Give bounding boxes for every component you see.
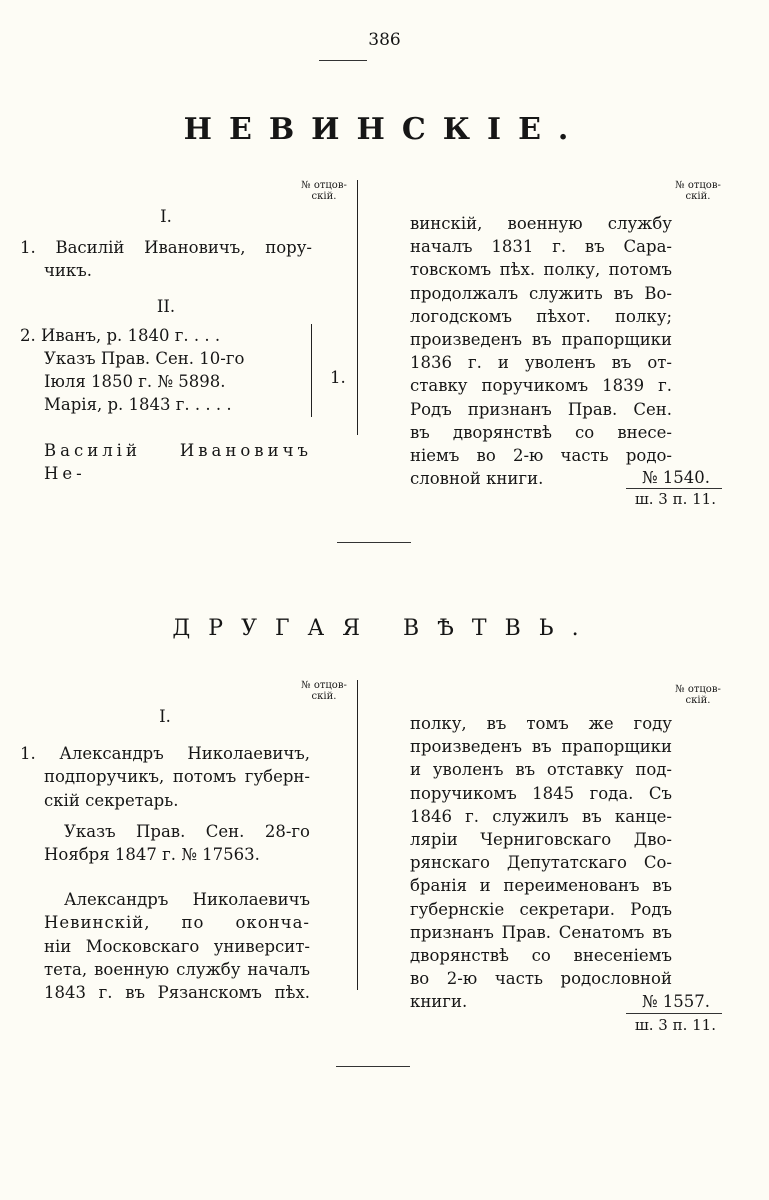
child-entry: 2. Иванъ, р. 1840 г. . . . [20, 325, 221, 345]
section-separator [336, 1066, 410, 1067]
bio-text: и уволенъ въ отставку под- [410, 760, 672, 780]
section2-right-column [410, 712, 672, 1014]
header-rule [319, 60, 367, 61]
bio-text: дворянствѣ со внесеніемъ [410, 946, 672, 966]
generation-heading: I. [160, 207, 172, 226]
bio-text: Невинскій, по оконча- [44, 913, 310, 933]
section2-left-column [20, 705, 310, 1004]
bio-text: бранія и переименованъ въ [410, 876, 672, 896]
bio-text: 1843 г. въ Рязанскомъ пѣх. [44, 983, 310, 1003]
decree-text: Іюля 1850 г. № 5898. [44, 372, 226, 392]
otc-label-left-2: № отцов- скій. [301, 680, 347, 702]
bio-text: книги. [410, 992, 468, 1012]
page-number: 386 [368, 30, 401, 50]
bio-text: произведенъ въ прапорщики [410, 737, 672, 757]
person-entry-cont: чикъ. [44, 261, 92, 281]
bio-text: полку, въ томъ же году [410, 714, 672, 733]
bio-text: во 2-ю часть родословной [410, 969, 672, 989]
branch-title: ДРУГАЯ ВѢТВЬ. [172, 616, 597, 641]
bio-text: произведенъ въ прапорщики [410, 330, 672, 350]
page-title: НЕВИНСКІЕ. [183, 112, 586, 147]
section-separator [337, 542, 411, 543]
person-entry: 1. Василій Ивановичъ, пору- [20, 238, 312, 258]
person-entry-cont: подпоручикъ, потомъ губерн- [44, 767, 310, 787]
bio-text: 1846 г. служилъ въ канце- [410, 806, 672, 826]
generation-heading: II. [156, 296, 176, 316]
otc-label-left-1: № отцов- скій. [301, 180, 347, 202]
child-entry: Марія, р. 1843 г. . . . . [44, 395, 232, 415]
father-number: 1. [330, 368, 346, 387]
bio-text: словной книги. [410, 469, 544, 489]
otc-label-right-1: № отцов- скій. [675, 180, 721, 202]
decree-text: Указъ Прав. Сен. 10-го [44, 349, 245, 369]
bio-text: губернскіе секретари. Родъ [410, 899, 672, 919]
bio-text: ніемъ во 2-ю часть родо- [410, 446, 672, 466]
bio-text: въ дворянствѣ со внесе- [410, 422, 672, 442]
bio-text: 1836 г. и уволенъ въ от- [410, 353, 672, 373]
bio-text: Родъ признанъ Прав. Сен. [410, 399, 672, 419]
record-location: ш. 3 п. 11. [634, 1016, 716, 1034]
bio-text: ляріи Черниговскаго Дво- [410, 830, 672, 850]
bio-text: началъ 1831 г. въ Сара- [410, 237, 672, 257]
bio-text: логодскомъ пѣхот. полку; [410, 306, 672, 326]
bio-text: рянскаго Депутатскаго Со- [410, 853, 672, 873]
record-number: № 1557. [641, 992, 710, 1011]
section1-left-column [20, 205, 312, 485]
bio-text: Александръ Николаевичъ [64, 890, 310, 910]
bio-text: признанъ Прав. Сенатомъ въ [410, 922, 672, 942]
decree-text: Ноября 1847 г. № 17563. [44, 845, 260, 865]
bio-text: ніи Московскаго университ- [44, 936, 310, 956]
bio-text: ставку поручикомъ 1839 г. [410, 376, 672, 396]
bio-text: продолжалъ служить въ Во- [410, 283, 672, 303]
record-number: № 1540. [641, 468, 710, 487]
bio-text: Василій Ивановичъ Не- [44, 440, 312, 483]
record-location: ш. 3 п. 11. [634, 490, 716, 508]
person-entry: 1. Александръ Николаевичъ, [20, 744, 310, 764]
bio-text: поручикомъ 1845 года. Съ [410, 783, 672, 803]
column-divider-2 [357, 680, 358, 990]
otc-label-right-2: № отцов- скій. [675, 684, 721, 706]
bio-text: винскій, военную службу [410, 214, 672, 233]
section1-right-column [410, 212, 672, 490]
person-entry-cont: скій секретарь. [44, 790, 179, 810]
bio-text: тета, военную службу началъ [44, 959, 310, 979]
column-divider-1 [357, 180, 358, 435]
children-group [20, 324, 312, 417]
decree-text: Указъ Прав. Сен. 28-го [64, 821, 310, 841]
bio-text: товскомъ пѣх. полку, потомъ [410, 260, 672, 280]
generation-heading: I. [159, 707, 171, 726]
